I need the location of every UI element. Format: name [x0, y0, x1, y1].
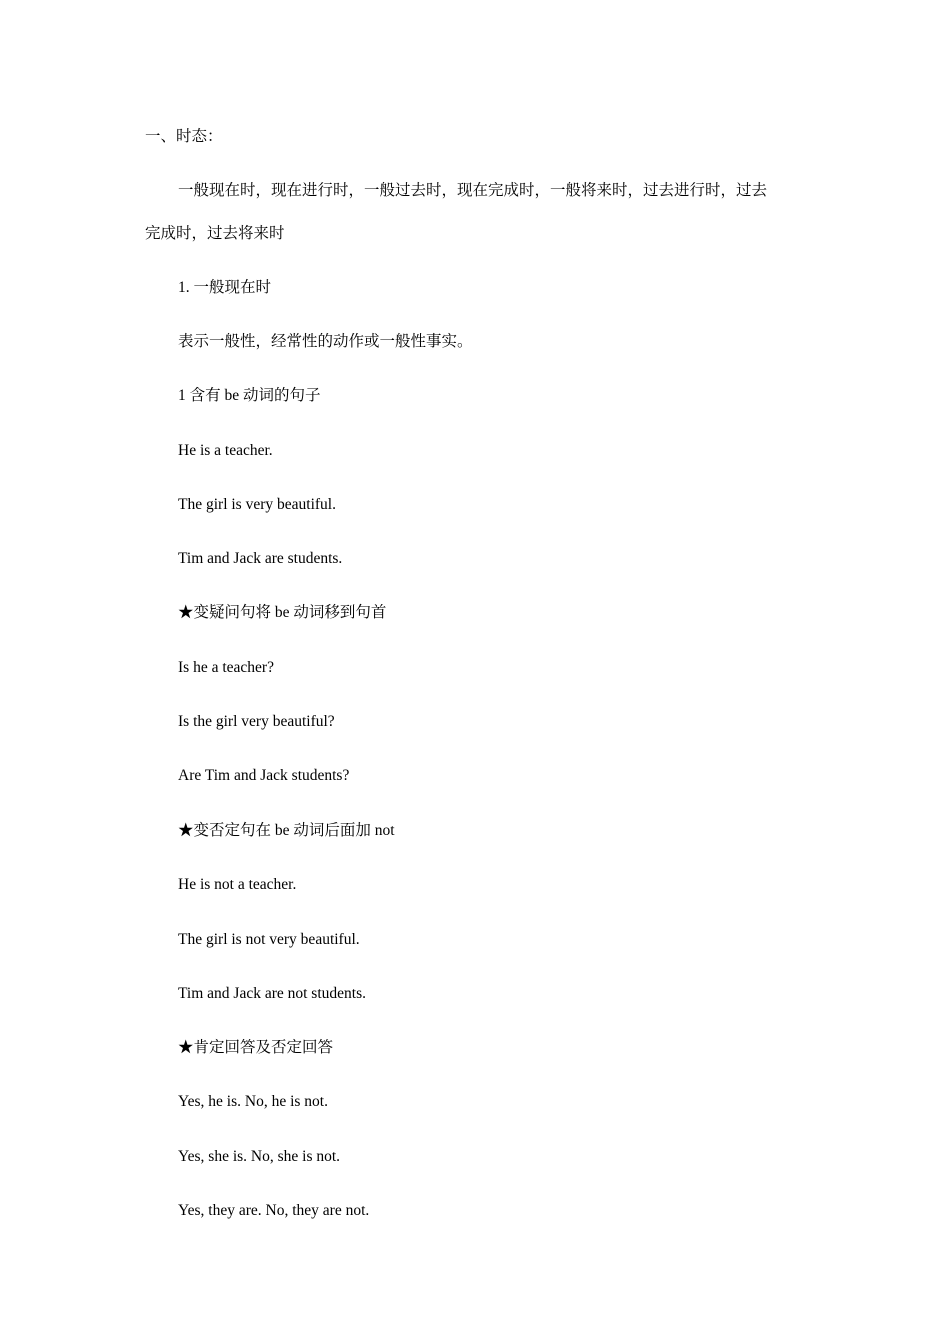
definition-text: 表示一般性，经常性的动作或一般性事实。: [178, 333, 473, 350]
negative-sentence: He is not a teacher.: [178, 876, 297, 893]
example-sentence: The girl is very beautiful.: [178, 496, 336, 513]
question-sentence: Is the girl very beautiful?: [178, 713, 335, 730]
answer-rule: ★肯定回答及否定回答: [178, 1039, 334, 1056]
negative-sentence: Tim and Jack are not students.: [178, 985, 366, 1002]
question-sentence: Are Tim and Jack students?: [178, 767, 350, 784]
subsection-title: 1. 一般现在时: [178, 279, 272, 296]
question-sentence: Is he a teacher?: [178, 659, 274, 676]
example-sentence: He is a teacher.: [178, 442, 273, 459]
negative-rule: ★变否定句在 be 动词后面加 not: [178, 822, 395, 839]
be-verb-heading: 1 含有 be 动词的句子: [178, 387, 321, 404]
question-rule: ★变疑问句将 be 动词移到句首: [178, 604, 387, 621]
answer-sentence: Yes, she is. No, she is not.: [178, 1148, 341, 1165]
negative-sentence: The girl is not very beautiful.: [178, 931, 360, 948]
answer-sentence: Yes, he is. No, he is not.: [178, 1093, 328, 1110]
tenses-list-line-1: 一般现在时，现在进行时，一般过去时，现在完成时，一般将来时，过去进行时，过去: [178, 182, 768, 199]
example-sentence: Tim and Jack are students.: [178, 550, 343, 567]
answer-sentence: Yes, they are. No, they are not.: [178, 1202, 370, 1219]
tenses-list-line-2: 完成时，过去将来时: [145, 225, 285, 242]
section-title: 一、时态：: [145, 128, 223, 145]
